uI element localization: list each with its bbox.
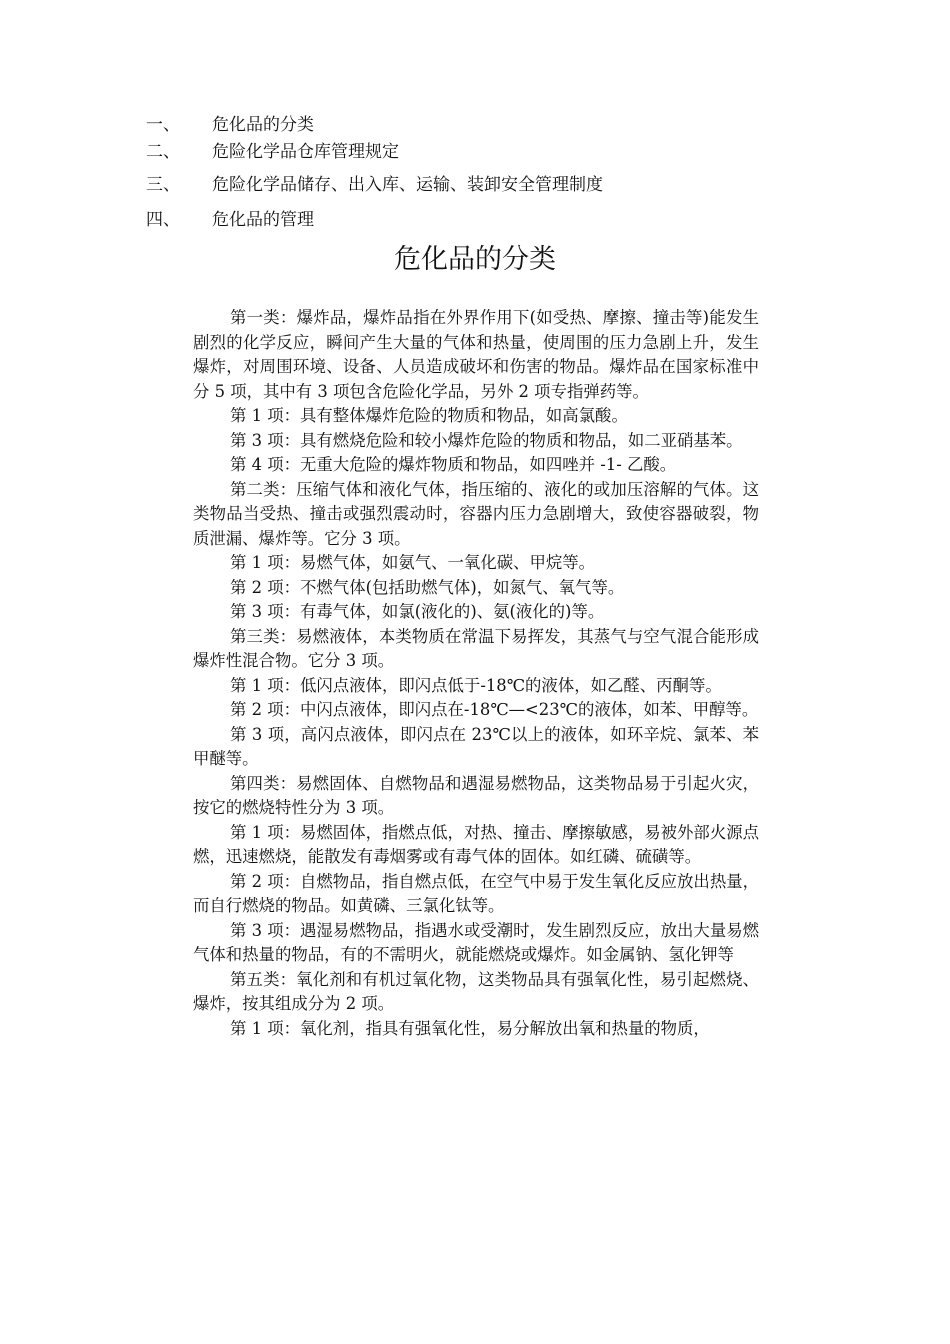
- toc-number: 三、: [146, 175, 180, 195]
- toc-number: 一、: [146, 115, 180, 135]
- paragraph: 第 1 项：氧化剂，指具有强氧化性，易分解放出氧和热量的物质，: [230, 1018, 710, 1038]
- paragraph: 第四类：易燃固体、自燃物品和遇湿易燃物品，这类物品易于引起火灾，按它的燃烧特性分为 3 项。: [193, 773, 759, 817]
- toc-item: [146, 113, 314, 137]
- document-body: [193, 306, 759, 1041]
- paragraph: 第三类：易燃液体，本类物质在常温下易挥发，其蒸气与空气混合能形成爆炸性混合物。它分 3 项。: [193, 626, 759, 670]
- paragraph: 第 1 项：低闪点液体，即闪点低于-18℃的液体，如乙醛、丙酮等。: [230, 675, 722, 695]
- paragraph: 第 3 项：遇湿易燃物品，指遇水或受潮时，发生剧烈反应，放出大量易燃气体和热量的物品，有的不需明火，就能燃烧或爆炸。如金属钠、氢化钾等: [193, 920, 759, 964]
- paragraph: 第 1 项：具有整体爆炸危险的物质和物品，如高氯酸。: [230, 406, 628, 425]
- section-title: 危化品的分类: [394, 244, 556, 275]
- toc-item: [146, 173, 603, 197]
- paragraph: 第五类：氧化剂和有机过氧化物，这类物品具有强氧化性，易引起燃烧、爆炸，按其组成分为 2 项。: [193, 969, 759, 1013]
- toc-text: 危险化学品仓库管理规定: [212, 142, 399, 162]
- toc-number: 四、: [146, 210, 180, 230]
- paragraph: 第 2 项：不燃气体(包括助燃气体)，如氮气、氧气等。: [230, 577, 625, 597]
- paragraph: 第 1 项：易燃气体，如氨气、一氧化碳、甲烷等。: [230, 553, 596, 572]
- paragraph: 第 1 项：易燃固体，指燃点低，对热、撞击、摩擦敏感，易被外部火源点燃，迅速燃烧，能散发有毒烟雾或有毒气体的固体。如红磷、硫磺等。: [193, 822, 759, 866]
- toc-number: 二、: [146, 142, 180, 162]
- paragraph: 第 4 项：无重大危险的爆炸物质和物品，如四唑并 -1- 乙酸。: [230, 455, 677, 474]
- toc-text: 危化品的分类: [212, 115, 314, 135]
- toc-text: 危险化学品储存、出入库、运输、装卸安全管理制度: [212, 175, 603, 195]
- paragraph: 第 2 项：自燃物品，指自燃点低，在空气中易于发生氧化反应放出热量，而自行燃烧的物品。如黄磷、三氯化钛等。: [193, 871, 759, 915]
- toc-text: 危化品的管理: [212, 210, 314, 230]
- toc-item: [146, 140, 399, 164]
- paragraph: 第一类：爆炸品，爆炸品指在外界作用下(如受热、摩擦、撞击等)能发生剧烈的化学反应，瞬间产生大量的气体和热量，使周围的压力急剧上升，发生爆炸，对周围环境、设备、人员造成破坏和伤害的物品。爆炸品在国家标准中分 5 项，其中有 3 项包含危险化学品，另外 2 项专指弹药等。: [193, 308, 759, 401]
- paragraph: 第二类：压缩气体和液化气体，指压缩的、液化的或加压溶解的气体。这类物品当受热、撞击或强烈震动时，容器内压力急剧增大，致使容器破裂，物质泄漏、爆炸等。它分 3 项。: [193, 479, 759, 548]
- toc-item: [146, 208, 314, 232]
- paragraph: 第 2 项：中闪点液体，即闪点在-18℃—<23℃的液体，如苯、甲醇等。: [230, 700, 759, 719]
- paragraph: 第 3 项：有毒气体，如氯(液化的)、氨(液化的)等。: [230, 602, 605, 621]
- paragraph: 第 3 项：具有燃烧危险和较小爆炸危险的物质和物品，如二亚硝基苯。: [230, 430, 743, 450]
- paragraph: 第 3 项，高闪点液体，即闪点在 23℃以上的液体，如环辛烷、氯苯、苯甲醚等。: [193, 724, 759, 768]
